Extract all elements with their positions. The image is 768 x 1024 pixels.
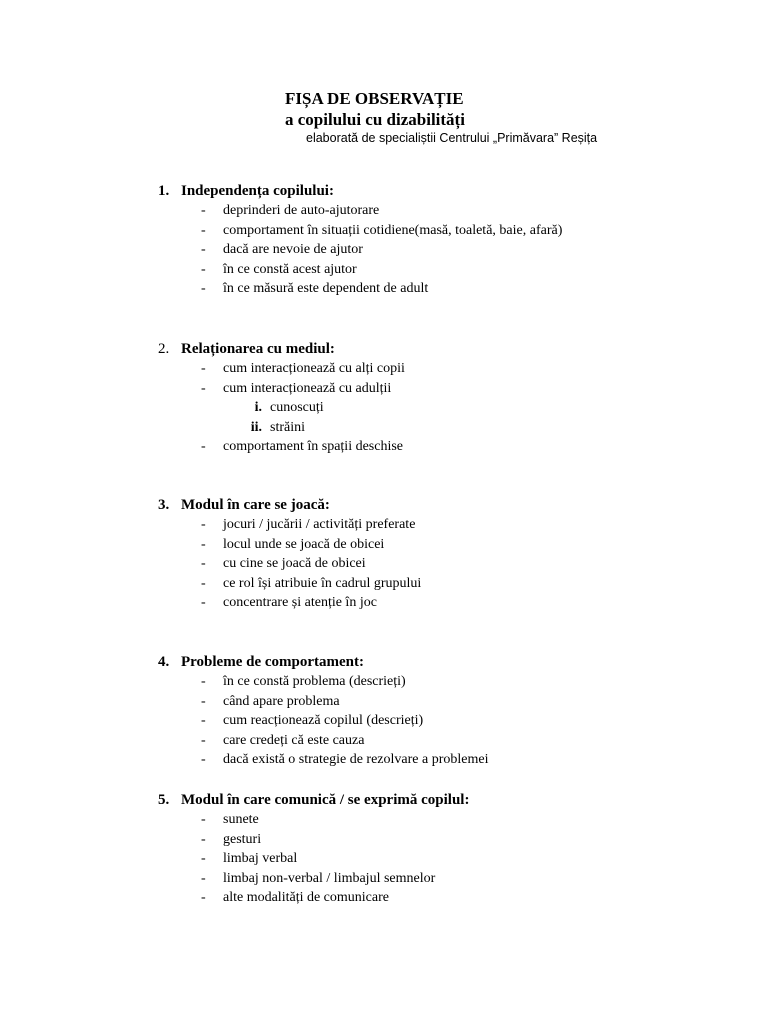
list-item: [158, 437, 718, 457]
list-item-text: concentrare și atenție în joc: [223, 595, 377, 610]
list-dash: -: [201, 439, 206, 454]
list-item-text: locul unde se joacă de obicei: [223, 536, 385, 552]
section-heading: [158, 495, 718, 515]
list-dash: -: [201, 536, 206, 552]
list-item-text: comportament în situații cotidiene(masă, toaletă, baie, afară): [223, 222, 563, 238]
section-list: [158, 515, 718, 613]
list-item: [158, 711, 718, 731]
list-item: [158, 240, 718, 260]
document-title-line2: a copilului cu dizabilități: [285, 110, 465, 129]
section-number: 1.: [158, 183, 170, 199]
sub-item-number: ii.: [250, 419, 262, 435]
list-item: [158, 260, 718, 280]
list-dash: -: [201, 595, 206, 610]
list-item-text: jocuri / jucării / activități preferate: [223, 517, 416, 532]
list-item: [158, 830, 718, 850]
list-dash: -: [201, 361, 206, 376]
list-item: [158, 672, 718, 692]
section-list-continued: [158, 437, 718, 457]
list-dash: -: [201, 713, 206, 728]
list-item: [158, 515, 718, 535]
section-heading: [158, 652, 718, 672]
document-title: FIȘA DE OBSERVAȚIE: [285, 89, 464, 108]
list-item-text: în ce constă problema (descrieți): [223, 674, 406, 689]
list-dash: -: [201, 261, 206, 277]
section-communication: [158, 790, 718, 908]
list-dash: -: [201, 203, 206, 218]
section-number: 2.: [158, 341, 170, 357]
list-item-text: în ce măsură este dependent de adult: [223, 281, 429, 296]
section-heading: [158, 790, 718, 810]
list-dash: -: [201, 281, 206, 296]
list-item-text: limbaj verbal: [223, 851, 298, 866]
section-list: [158, 201, 718, 299]
list-item: [158, 810, 718, 830]
list-item-text: gesturi: [223, 831, 262, 847]
list-dash: -: [201, 674, 206, 689]
list-item: [158, 359, 718, 379]
sub-list-item: [158, 398, 718, 418]
list-dash: -: [201, 242, 206, 257]
list-item: [158, 692, 718, 712]
sub-item-text: străini: [270, 419, 305, 435]
list-item: [158, 535, 718, 555]
section-title: Modul în care comunică / se exprimă copilul:: [181, 792, 470, 808]
list-item: [158, 888, 718, 908]
list-item-text: alte modalități de comunicare: [223, 890, 389, 905]
list-item: [158, 554, 718, 574]
list-item: [158, 750, 718, 770]
list-item: [158, 574, 718, 594]
list-item: [158, 593, 718, 613]
list-item-text: cum interacționează cu alți copii: [223, 361, 405, 376]
list-item-text: în ce constă acest ajutor: [223, 261, 357, 277]
section-list: [158, 359, 718, 398]
list-dash: -: [201, 870, 206, 886]
section-title: Modul în care se joacă:: [181, 497, 330, 513]
list-dash: -: [201, 732, 206, 748]
list-dash: -: [201, 517, 206, 532]
list-item-text: deprinderi de auto-ajutorare: [223, 203, 380, 218]
section-number: 5.: [158, 792, 170, 808]
list-item-text: cum interacționează cu adulții: [223, 380, 392, 396]
list-dash: -: [201, 831, 206, 847]
sub-item-text: cunoscuți: [270, 400, 324, 415]
list-item-text: ce rol își atribuie în cadrul grupului: [223, 575, 422, 591]
list-item-text: cum reacționează copilul (descrieți): [223, 713, 424, 728]
section-play: [158, 495, 718, 613]
list-item-text: sunete: [223, 812, 259, 827]
list-item: [158, 731, 718, 751]
section-number: 4.: [158, 654, 170, 670]
list-dash: -: [201, 222, 206, 238]
section-environment: [158, 339, 718, 457]
list-dash: -: [201, 556, 206, 571]
list-dash: -: [201, 752, 206, 767]
list-item: [158, 869, 718, 889]
list-item: [158, 379, 718, 399]
list-item-text: dacă există o strategie de rezolvare a problemei: [223, 752, 489, 767]
list-dash: -: [201, 380, 206, 396]
list-dash: -: [201, 890, 206, 905]
list-item: [158, 201, 718, 221]
sub-item-number: i.: [254, 400, 262, 415]
list-dash: -: [201, 851, 206, 866]
list-item-text: când apare problema: [223, 693, 340, 709]
section-behavior-problems: [158, 652, 718, 770]
section-heading: [158, 339, 718, 359]
list-item-text: cu cine se joacă de obicei: [223, 556, 366, 571]
section-title: Probleme de comportament:: [181, 654, 365, 670]
section-independence: [158, 181, 718, 299]
list-dash: -: [201, 693, 206, 709]
list-item: [158, 279, 718, 299]
section-list: [158, 672, 718, 770]
section-heading: [158, 181, 718, 201]
sub-list-item: [158, 418, 718, 438]
list-item-text: limbaj non-verbal / limbajul semnelor: [223, 870, 436, 886]
section-title: Relaționarea cu mediul:: [181, 341, 335, 357]
section-list: [158, 810, 718, 908]
document-subtitle: elaborată de specialiștii Centrului „Primăvara” Reșița: [306, 131, 598, 145]
section-title: Independența copilului:: [181, 183, 334, 199]
list-dash: -: [201, 812, 206, 827]
section-number: 3.: [158, 497, 170, 513]
list-item-text: care credeți că este cauza: [223, 732, 365, 748]
list-dash: -: [201, 575, 206, 591]
list-item-text: dacă are nevoie de ajutor: [223, 242, 363, 257]
list-item-text: comportament în spații deschise: [223, 439, 404, 454]
list-item: [158, 221, 718, 241]
list-item: [158, 849, 718, 869]
